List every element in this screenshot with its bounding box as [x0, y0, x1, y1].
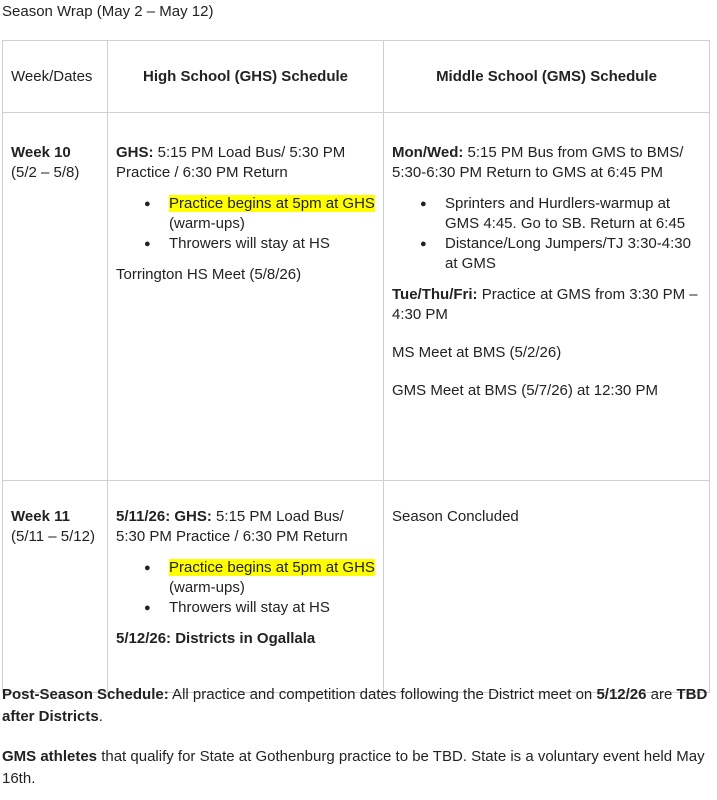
- week-label: Week 10: [11, 144, 71, 161]
- week-cell: [3, 113, 108, 481]
- ghs-districts: 5/12/26: Districts in Ogallala: [116, 630, 316, 647]
- list-item: [169, 558, 375, 598]
- week-cell: [3, 481, 108, 693]
- gms-status: Season Concluded: [392, 508, 519, 525]
- note-tbd: TBD after Districts: [2, 686, 708, 725]
- bullet-text: Distance/Long Jumpers/TJ 3:30-4:30 at GMS: [445, 235, 691, 272]
- list-item: [169, 598, 375, 618]
- table-row: [3, 481, 710, 693]
- gms-meet: GMS Meet at BMS (5/7/26) at 12:30 PM: [392, 382, 658, 399]
- high-school-cell: [108, 481, 384, 693]
- note-date: 5/12/26: [596, 686, 647, 703]
- ghs-prefix: 5/11/26: GHS:: [116, 508, 212, 525]
- column-header-week: Week/Dates: [3, 41, 108, 113]
- list-item: [169, 194, 375, 234]
- bullet-text: Sprinters and Hurdlers-warmup at GMS 4:45. Go to SB. Return at 6:45: [445, 195, 686, 232]
- ghs-schedule-text: 5:15 PM Load Bus/ 5:30 PM Practice / 6:30 PM Return: [116, 144, 346, 181]
- highlighted-text: Practice begins at 5pm at GHS: [169, 559, 375, 576]
- week-label: Week 11: [11, 508, 70, 525]
- week-dates: (5/2 – 5/8): [11, 164, 80, 181]
- note-text: .: [98, 708, 103, 725]
- gms-athletes-label: GMS athletes: [2, 748, 98, 765]
- page-title: Season Wrap (May 2 – May 12): [2, 3, 214, 20]
- table-header-row: [3, 41, 710, 113]
- gms-athletes-note: [2, 746, 712, 790]
- column-header-high-school: High School (GHS) Schedule: [108, 41, 384, 113]
- ghs-prefix: GHS:: [116, 144, 154, 161]
- gms-monwed-label: Mon/Wed:: [392, 144, 464, 161]
- schedule-table: [2, 40, 710, 693]
- ghs-meet: Torrington HS Meet (5/8/26): [116, 266, 302, 283]
- gms-bullet-list: [392, 194, 701, 274]
- column-header-middle-school: Middle School (GMS) Schedule: [384, 41, 710, 113]
- middle-school-cell: [384, 113, 710, 481]
- highlighted-text: Practice begins at 5pm at GHS: [169, 195, 375, 212]
- ghs-bullet-list: [116, 194, 375, 254]
- bullet-text: (warm-ups): [169, 215, 245, 232]
- bullet-text: Throwers will stay at HS: [169, 599, 330, 616]
- ghs-schedule-text: 5:15 PM Load Bus/ 5:30 PM Practice / 6:30 PM Return: [116, 508, 348, 545]
- ghs-bullet-list: [116, 558, 375, 618]
- gms-monwed-text: 5:15 PM Bus from GMS to BMS/ 5:30-6:30 PM Return to GMS at 6:45 PM: [392, 144, 684, 181]
- list-item: [169, 234, 375, 254]
- note-text: that qualify for State at Gothenburg practice to be TBD. State is a voluntary event held May 16th.: [2, 748, 705, 787]
- list-item: [445, 194, 701, 234]
- gms-tuethufri-text: Practice at GMS from 3:30 PM – 4:30 PM: [392, 286, 698, 323]
- post-season-note: [2, 684, 712, 728]
- list-item: [445, 234, 701, 274]
- high-school-cell: [108, 113, 384, 481]
- week-dates: (5/11 – 5/12): [11, 528, 95, 545]
- post-season-label: Post-Season Schedule:: [2, 686, 169, 703]
- bullet-text: Throwers will stay at HS: [169, 235, 330, 252]
- gms-meet: MS Meet at BMS (5/2/26): [392, 344, 562, 361]
- bullet-text: (warm-ups): [169, 579, 245, 596]
- gms-tuethufri-label: Tue/Thu/Fri:: [392, 286, 478, 303]
- note-text: All practice and competition dates following the District meet on: [168, 686, 597, 703]
- note-text: are: [646, 686, 677, 703]
- table-row: [3, 113, 710, 481]
- middle-school-cell: [384, 481, 710, 693]
